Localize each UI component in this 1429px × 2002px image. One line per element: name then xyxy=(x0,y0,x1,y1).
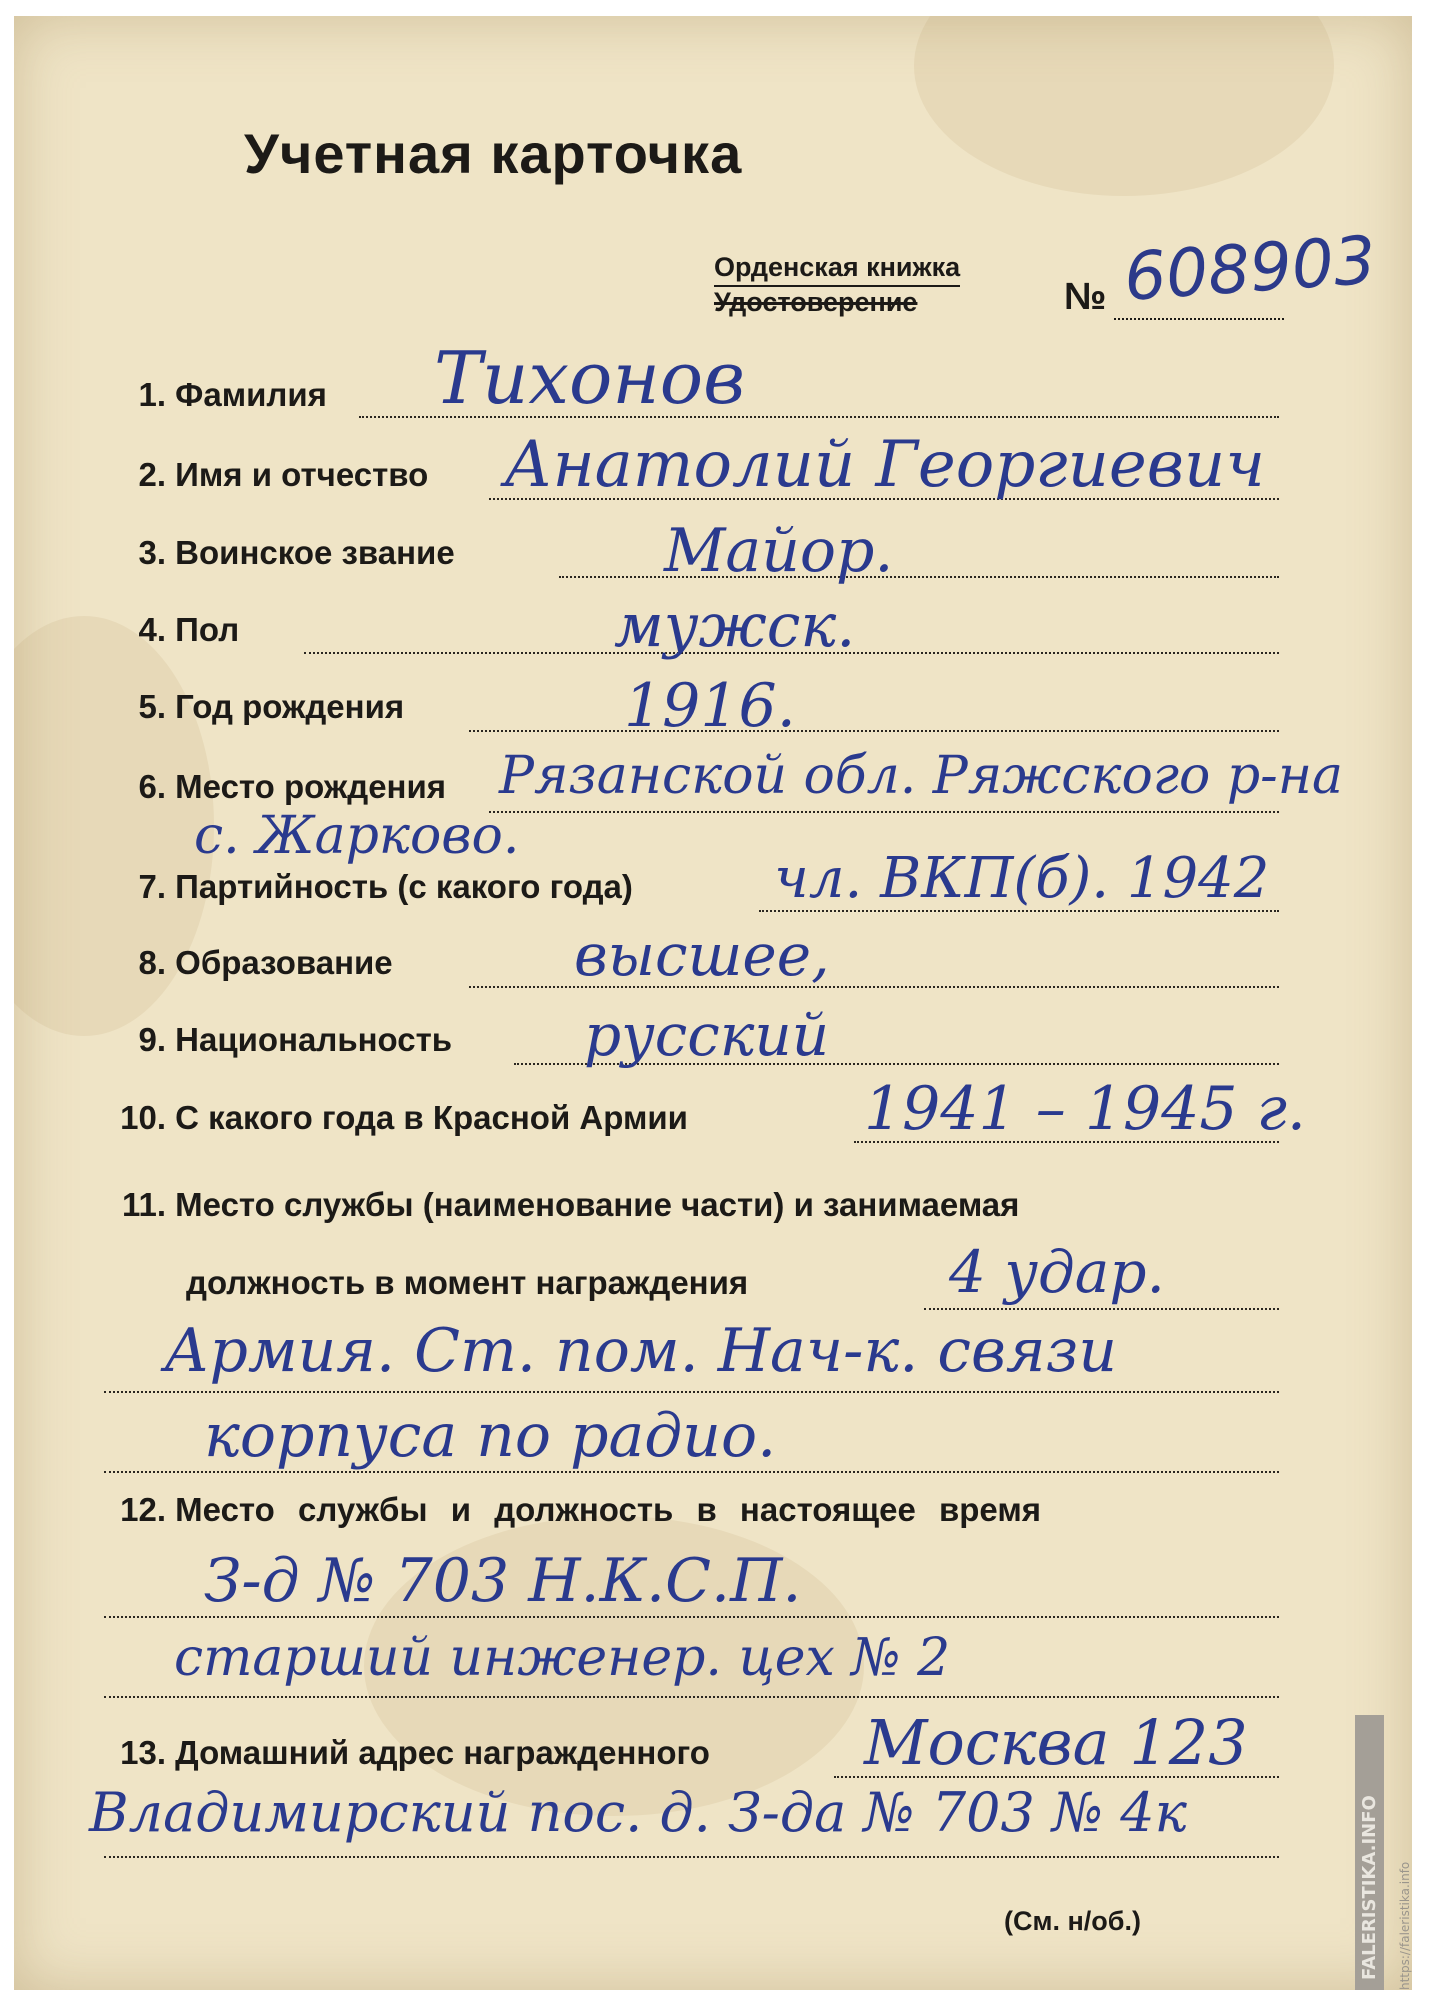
name-patronymic-value: Анатолий Георгиевич xyxy=(504,428,1265,502)
field-party xyxy=(114,868,633,906)
field-number: 8. xyxy=(138,944,166,981)
field-birthplace xyxy=(114,768,446,806)
service-place-value-line2: Армия. Ст. пом. Нач-к. связи xyxy=(164,1316,1117,1386)
home-address-value: Москва 123 xyxy=(864,1706,1248,1779)
birthplace-value: Рязанской обл. Ряжского р-на xyxy=(499,746,1343,806)
field-number: 5. xyxy=(138,688,166,725)
field-label: Партийность (с какого года) xyxy=(175,868,633,905)
paper-stain xyxy=(914,16,1334,196)
fill-line xyxy=(104,1391,1279,1393)
service-place-value: 4 удар. xyxy=(949,1238,1165,1306)
field-current-service xyxy=(84,1491,1041,1529)
award-record-card xyxy=(14,16,1412,1990)
fill-line xyxy=(104,1696,1279,1698)
field-rank xyxy=(114,534,455,572)
field-number: 12. xyxy=(120,1491,166,1528)
field-education xyxy=(114,944,393,982)
field-nationality xyxy=(114,1021,452,1059)
sex-value: мужск. xyxy=(614,591,856,661)
field-number: 2. xyxy=(138,456,166,493)
see-reverse-note: (См. н/об.) xyxy=(1004,1906,1141,1936)
fill-line xyxy=(469,730,1279,732)
field-label: Имя и отчество xyxy=(175,456,429,493)
field-number: 3. xyxy=(138,534,166,571)
field-birth-year xyxy=(114,688,404,726)
birth-year-value: 1916. xyxy=(624,671,796,741)
field-surname xyxy=(114,376,327,414)
fill-line xyxy=(489,811,1279,813)
field-service-place-line2 xyxy=(186,1264,748,1302)
field-number: 4. xyxy=(138,611,166,648)
field-label: С какого года в Красной Армии xyxy=(175,1099,688,1136)
field-label-cont: должность в момент награждения xyxy=(186,1264,749,1301)
field-number: 6. xyxy=(138,768,166,805)
home-address-value-line2: Владимирский пос. д. З-да № 703 № 4к xyxy=(89,1781,1187,1844)
number-sign: № xyxy=(1064,276,1107,318)
book-type xyxy=(714,252,960,318)
party-value: чл. ВКП(б). 1942 xyxy=(774,846,1270,911)
field-label: Домашний адрес награжденного xyxy=(175,1734,710,1771)
army-year-value: 1941 – 1945 г. xyxy=(864,1074,1307,1144)
book-type-order: Орденская книжка xyxy=(714,252,960,287)
field-label: Воинское звание xyxy=(175,534,455,571)
field-name-patronymic xyxy=(114,456,428,494)
field-number: 1. xyxy=(138,376,166,413)
service-place-value-line3: корпуса по радио. xyxy=(204,1401,777,1471)
field-sex xyxy=(114,611,239,649)
field-label: Год рождения xyxy=(175,688,405,725)
current-service-value: З-д № 703 Н.К.С.П. xyxy=(204,1546,802,1616)
field-number: 7. xyxy=(138,868,166,905)
fill-line xyxy=(104,1471,1279,1473)
field-service-place xyxy=(84,1186,1019,1224)
field-number: 13. xyxy=(120,1734,166,1771)
field-army-year xyxy=(84,1099,688,1137)
field-number: 10. xyxy=(120,1099,166,1136)
field-number: 11. xyxy=(121,1186,166,1223)
rank-value: Майор. xyxy=(664,516,894,586)
nationality-value: русский xyxy=(584,1001,830,1069)
field-label: Фамилия xyxy=(175,376,327,413)
field-home-address xyxy=(84,1734,710,1772)
fill-line xyxy=(104,1616,1279,1618)
field-label: Образование xyxy=(175,944,393,981)
field-number: 9. xyxy=(138,1021,166,1058)
fill-line xyxy=(924,1308,1279,1310)
field-label: Место службы (наименование части) и занимаемая xyxy=(175,1186,1020,1223)
field-label: Пол xyxy=(175,611,240,648)
card-title: Учетная карточка xyxy=(244,122,743,185)
education-value: высшее, xyxy=(574,921,830,989)
surname-value: Тихонов xyxy=(434,336,746,420)
site-watermark: FALERISTIKA.INFO xyxy=(1355,1715,1384,1990)
field-label: Место службы и должность в настоящее время xyxy=(175,1491,1042,1528)
site-watermark-url: https://faleristika.info xyxy=(1398,1861,1412,1990)
book-type-certificate-struck: Удостоверение xyxy=(714,287,918,317)
current-service-value-line2: старший инженер. цех № 2 xyxy=(174,1628,951,1688)
field-label: Национальность xyxy=(175,1021,453,1058)
number-line xyxy=(1114,318,1284,320)
fill-line xyxy=(104,1856,1279,1858)
birthplace-value-line2: с. Жарково. xyxy=(194,806,520,866)
book-number: 608903 xyxy=(1121,221,1379,316)
field-label: Место рождения xyxy=(175,768,447,805)
